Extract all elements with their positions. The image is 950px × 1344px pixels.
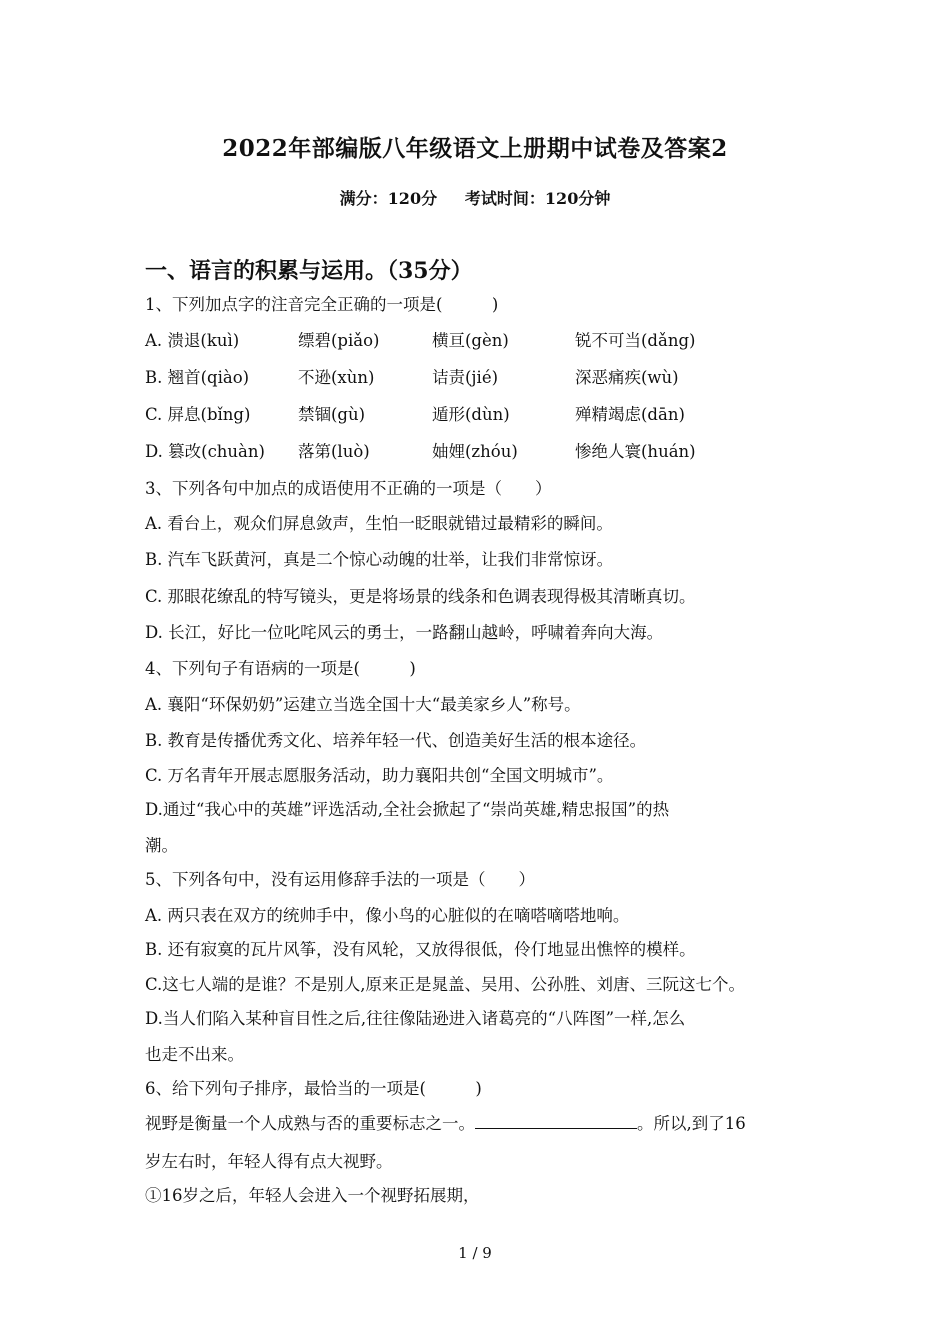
q1-option-b2: 不逊(xùn) [298, 368, 375, 387]
q1-option-b1: B. 翘首(qiào) [145, 368, 250, 387]
q1-option-a4: 锐不可当(dǎng) [575, 331, 696, 350]
q6-text-after: 。所以,到了16 [637, 1114, 746, 1133]
q3-option-a: A. 看台上，观众们屏息敛声，生怕一眨眼就错过最精彩的瞬间。 [145, 514, 613, 533]
question-3-stem: 3、下列各句中加点的成语使用不正确的一项是（ ） [145, 479, 552, 498]
q4-option-d: D.通过“我心中的英雄”评选活动,全社会掀起了“崇尚英雄,精忠报国”的热 [145, 800, 670, 819]
q4-option-d-cont: 潮。 [145, 836, 178, 855]
q5-option-c: C.这七人端的是谁？不是别人,原来正是晁盖、吴用、公孙胜、刘唐、三阮这七个。 [145, 975, 746, 994]
q1-option-c4: 殚精竭虑(dān) [575, 405, 685, 424]
q1-option-c1: C. 屏息(bǐng) [145, 405, 251, 424]
section-heading: 一、语言的积累与运用。（35分） [145, 258, 473, 284]
q1-option-a2: 缥碧(piǎo) [298, 331, 380, 350]
q1-option-d4: 惨绝人寰(huán) [575, 442, 696, 461]
q3-option-d: D. 长江，好比一位叱咤风云的勇士，一路翻山越岭，呼啸着奔向大海。 [145, 623, 664, 642]
q5-option-a: A. 两只表在双方的统帅手中，像小鸟的心脏似的在嘀嗒嘀嗒地响。 [145, 906, 630, 925]
q4-option-c: C. 万名青年开展志愿服务活动，助力襄阳共创“全国文明城市”。 [145, 766, 614, 785]
q5-option-d: D.当人们陷入某种盲目性之后,往往像陆逊进入诸葛亮的“八阵图”一样,怎么 [145, 1009, 686, 1028]
q4-option-a: A. 襄阳“环保奶奶”运建立当选全国十大“最美家乡人”称号。 [145, 695, 581, 714]
exam-info: 满分：120分 考试时间：120分钟 [339, 189, 611, 208]
q1-option-d3: 妯娌(zhóu) [432, 442, 518, 461]
question-6-stem: 6、给下列句子排序，最恰当的一项是( ) [145, 1079, 482, 1098]
q6-text-before: 视野是衡量一个人成熟与否的重要标志之一。 [145, 1114, 475, 1133]
page-number: 1 / 9 [458, 1244, 492, 1262]
q6-passage-line-2: 岁左右时，年轻人得有点大视野。 [145, 1152, 393, 1171]
q1-option-d1: D. 篡改(chuàn) [145, 442, 265, 461]
q4-option-b: B. 教育是传播优秀文化、培养年轻一代、创造美好生活的根本途径。 [145, 731, 647, 750]
q1-option-a3: 横亘(gèn) [432, 331, 509, 350]
q5-option-d-cont: 也走不出来。 [145, 1045, 244, 1064]
question-5-stem: 5、下列各句中，没有运用修辞手法的一项是（ ） [145, 870, 535, 889]
q6-sentence-1: ①16岁之后，年轻人会进入一个视野拓展期， [145, 1186, 480, 1205]
q5-option-b: B. 还有寂寞的瓦片风筝，没有风轮，又放得很低，伶仃地显出憔悴的模样。 [145, 940, 696, 959]
answer-blank[interactable] [475, 1112, 637, 1129]
q1-option-d2: 落第(luò) [298, 442, 370, 461]
q3-option-b: B. 汽车飞跃黄河，真是二个惊心动魄的壮举，让我们非常惊讶。 [145, 550, 614, 569]
q3-option-c: C. 那眼花缭乱的特写镜头，更是将场景的线条和色调表现得极其清晰真切。 [145, 587, 696, 606]
question-4-stem: 4、下列句子有语病的一项是( ) [145, 659, 416, 678]
q1-option-b4: 深恶痛疾(wù) [575, 368, 679, 387]
q1-option-c2: 禁锢(gù) [298, 405, 366, 424]
page-title: 2022年部编版八年级语文上册期中试卷及答案2 [222, 135, 728, 162]
q1-option-b3: 诘责(jié) [432, 368, 499, 387]
q1-option-a1: A. 溃退(kuì) [145, 331, 240, 350]
q6-passage-line-1 [145, 1112, 746, 1136]
q1-option-c3: 遁形(dùn) [432, 405, 510, 424]
question-1-stem: 1、下列加点字的注音完全正确的一项是( ) [145, 295, 499, 314]
